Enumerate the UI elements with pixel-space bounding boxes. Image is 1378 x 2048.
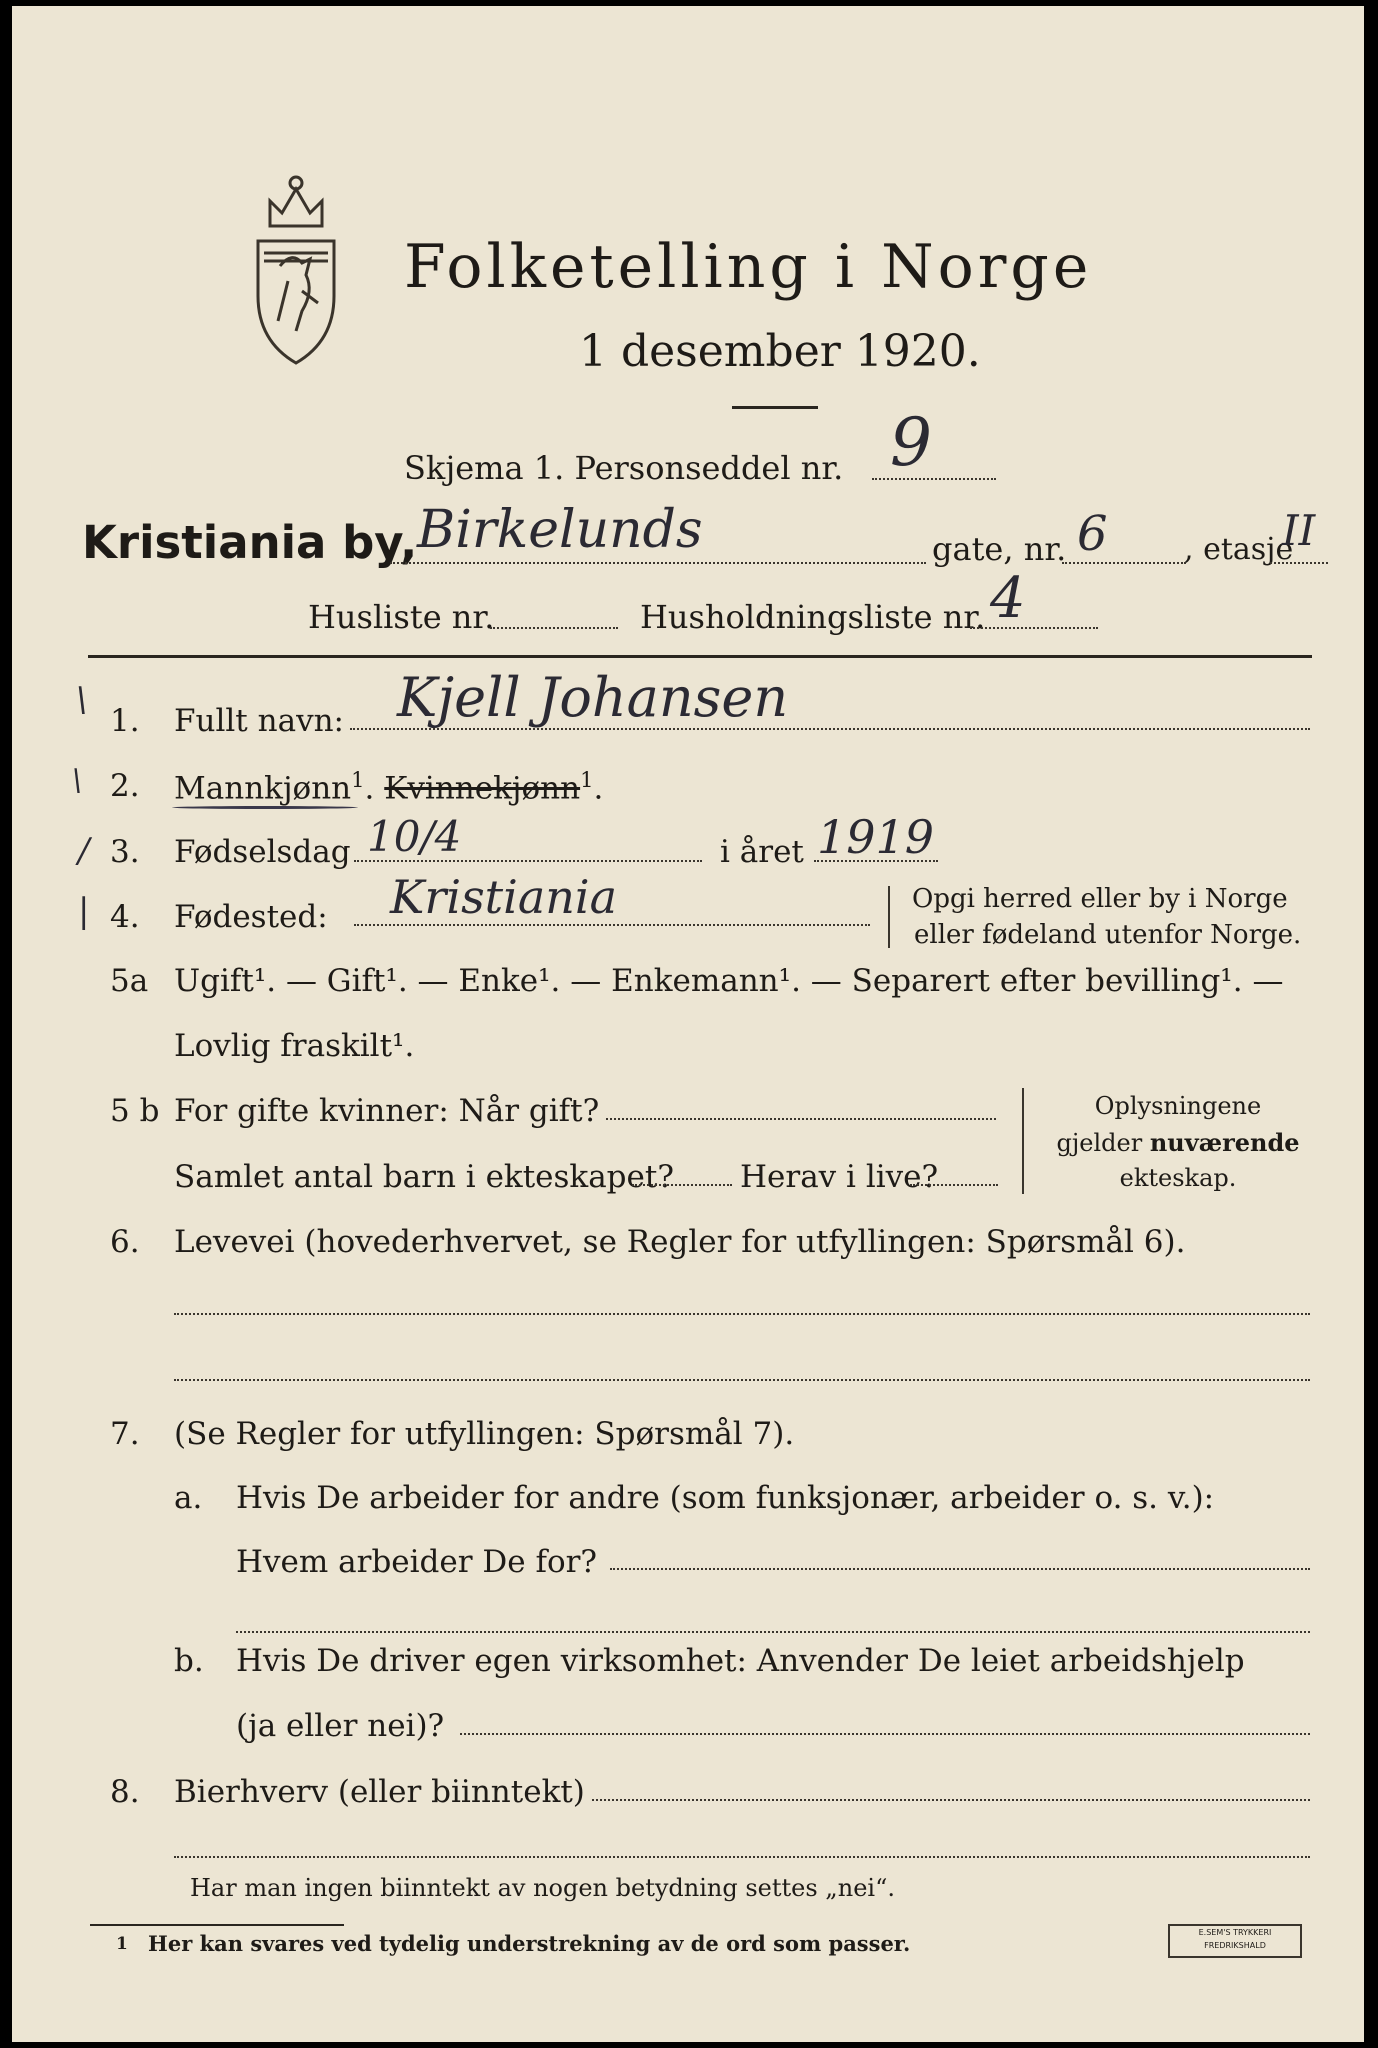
q2-number: 2. (110, 768, 140, 804)
q4-note-line1: Opgi herred eller by i Norge (912, 884, 1288, 914)
q5b-alive-label: Herav i live? (740, 1159, 939, 1195)
q4-birthplace-value[interactable]: Kristiania (390, 870, 618, 924)
q2-male-footnote: 1 (351, 768, 365, 792)
q1-label: Fullt navn: (174, 703, 344, 739)
q5b-married-when-line (606, 1118, 996, 1120)
etasje-label: , etasje (1184, 532, 1294, 567)
q5b-note-line1: Oplysningene (1094, 1092, 1262, 1120)
q5b-note-line2 (1042, 1128, 1314, 1157)
q6-answer-line-1[interactable] (174, 1313, 1310, 1315)
gate-nr-line (1062, 562, 1186, 564)
q7a-line2: Hvem arbeider De for? (236, 1544, 598, 1580)
q7b-answer-line[interactable] (460, 1733, 1310, 1735)
q5b-note-line3: ekteskap. (1119, 1164, 1237, 1192)
q1-full-name-value[interactable]: Kjell Johansen (397, 666, 789, 729)
q5b-married-when-label: For gifte kvinner: Når gift? (174, 1093, 600, 1129)
q7a-employer-line-2[interactable] (236, 1631, 1310, 1633)
q7b-line2: (ja eller nei)? (236, 1708, 445, 1744)
q4-note-brace (888, 886, 896, 948)
street-line (390, 562, 926, 564)
q6-answer-line-2[interactable] (174, 1379, 1310, 1381)
q2-end: . (593, 770, 604, 807)
form-title: Folketelling i Norge (404, 232, 1093, 302)
q7a-letter: a. (174, 1480, 203, 1516)
husholdningsliste-label: Husholdningsliste nr. (640, 598, 986, 636)
margin-mark-3: / (78, 831, 90, 871)
q3-year-label: i året (720, 834, 804, 870)
street-value[interactable]: Birkelunds (417, 500, 703, 560)
husliste-label: Husliste nr. (308, 598, 495, 636)
q8-number: 8. (110, 1774, 140, 1810)
q4-line (354, 924, 870, 926)
footnote-number: 1 (116, 1934, 128, 1954)
q7a-line1: Hvis De arbeider for andre (som funksjonær, arbeider o. s. v.): (236, 1480, 1215, 1516)
gate-nr-value[interactable]: 6 (1077, 506, 1108, 562)
q2-separator: . (364, 770, 375, 807)
q1-number: 1. (110, 703, 140, 739)
q7-label: (Se Regler for utfyllingen: Spørsmål 7). (174, 1416, 795, 1452)
footnote-text: Her kan svares ved tydelig understrekning av de ord som passer. (148, 1931, 911, 1956)
q3-birthday-value[interactable]: 10/4 (367, 812, 462, 861)
q8-label: Bierhverv (eller biinntekt) (174, 1774, 585, 1810)
census-form-page (12, 6, 1364, 2042)
husholdningsliste-value[interactable]: 4 (990, 566, 1026, 631)
q6-label: Levevei (hovederhvervet, se Regler for utfyllingen: Spørsmål 6). (174, 1224, 1186, 1260)
q5a-marital-options[interactable]: Ugift¹. — Gift¹. — Enke¹. — Enkemann¹. — Separert efter bevilling¹. — (174, 963, 1284, 999)
q3-number: 3. (110, 834, 140, 870)
printer-stamp (1168, 1924, 1302, 1958)
printer-stamp-line2: FREDRIKSHALD (1204, 1941, 1266, 1950)
q5a-number: 5a (110, 963, 149, 999)
q2-female-option[interactable]: Kvinnekjønn (384, 770, 581, 807)
q3-year-value[interactable]: 1919 (817, 810, 935, 864)
etasje-value[interactable]: II (1282, 506, 1316, 555)
q2-female-footnote: 1 (580, 768, 594, 792)
husliste-line (490, 627, 618, 629)
printer-stamp-line1: E.SEM'S TRYKKERI (1198, 1928, 1272, 1937)
q4-note-line2: eller fødeland utenfor Norge. (914, 920, 1302, 950)
personseddel-nr-value[interactable]: 9 (890, 404, 932, 481)
margin-mark-4: | (78, 891, 90, 931)
q8-answer-line-2[interactable] (174, 1856, 1310, 1858)
q5b-number: 5 b (110, 1093, 160, 1129)
q7b-line1: Hvis De driver egen virksomhet: Anvender De leiet arbeidshjelp (236, 1643, 1245, 1679)
margin-mark-1: \ (76, 680, 88, 720)
margin-mark-2: \ (72, 763, 83, 798)
etasje-line (1270, 562, 1328, 564)
q2-sex-options (174, 768, 603, 806)
q7a-employer-line[interactable] (610, 1568, 1310, 1570)
q5a-divorced-option[interactable]: Lovlig fraskilt¹. (174, 1028, 415, 1064)
q5b-note-gjelder: gjelder (1056, 1129, 1150, 1157)
norwegian-coat-of-arms-icon (240, 171, 352, 371)
city-label: Kristiania by, (82, 516, 418, 569)
q7-number: 7. (110, 1416, 140, 1452)
biinntekt-note: Har man ingen biinntekt av nogen betydning settes „nei“. (190, 1874, 895, 1902)
q2-male-option[interactable]: Mannkjønn (174, 770, 352, 807)
q8-answer-line[interactable] (592, 1799, 1310, 1801)
q3-label: Fødselsdag (174, 834, 351, 870)
gate-nr-label: gate, nr. (932, 530, 1067, 568)
header-divider (88, 655, 1312, 658)
q5b-alive-line (910, 1184, 998, 1186)
title-divider (732, 406, 818, 409)
q5b-children-line (632, 1184, 732, 1186)
q5b-note-current: nuværende (1149, 1128, 1300, 1157)
q4-label: Fødested: (174, 899, 328, 935)
footnote-divider (90, 1924, 344, 1926)
q6-number: 6. (110, 1224, 140, 1260)
q7b-letter: b. (174, 1643, 204, 1679)
q5b-children-label: Samlet antal barn i ekteskapet? (174, 1159, 674, 1195)
q4-number: 4. (110, 899, 140, 935)
skjema-label: Skjema 1. Personseddel nr. (404, 449, 844, 487)
q2-male-underline (172, 806, 358, 809)
census-date: 1 desember 1920. (579, 326, 981, 377)
q5b-note-brace (1022, 1088, 1030, 1194)
